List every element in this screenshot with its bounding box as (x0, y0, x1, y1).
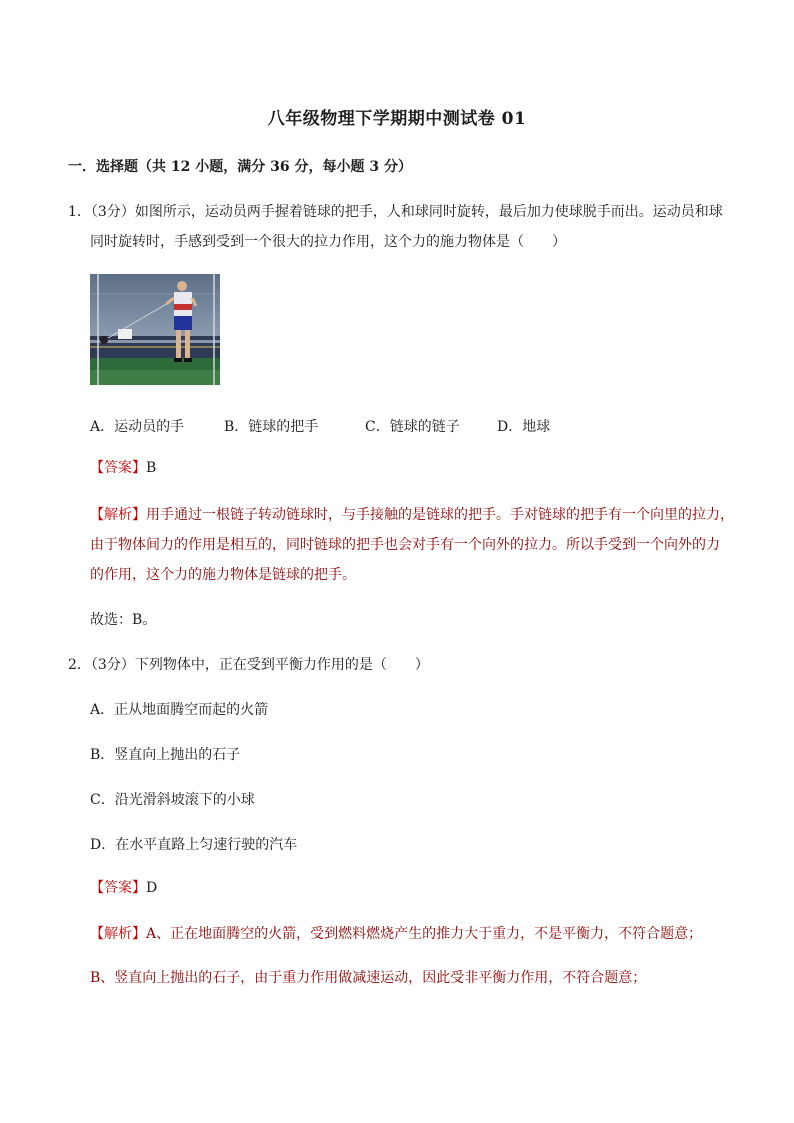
q1-answer (90, 458, 156, 478)
q1-stem-line2: 同时旋转时，手感到受到一个很大的拉力作用，这个力的施力物体是（ ） (90, 234, 566, 250)
q2-answer (90, 878, 157, 898)
page-title: 八年级物理下学期期中测试卷 01 (267, 109, 527, 129)
q1-option-a: A．运动员的手 (90, 419, 185, 435)
q1-option-b: B．链球的把手 (224, 419, 319, 435)
q1-answer-label: 【答案】 (90, 460, 146, 476)
q2-answer-label: 【答案】 (90, 880, 146, 896)
section-heading: 一．选择题（共 12 小题，满分 36 分，每小题 3 分） (68, 159, 412, 175)
q1-analysis-label: 【解析】 (90, 507, 146, 523)
q1-option-c: C．链球的链子 (365, 419, 460, 435)
q2-option-c: C．沿光滑斜坡滚下的小球 (90, 792, 255, 808)
q2-analysis-label: 【解析】 (90, 926, 146, 942)
hammer-throw-photo (90, 274, 220, 385)
q1-conclusion: 故选：B。 (90, 612, 157, 628)
q2-answer-value: D (146, 880, 158, 896)
q2-analysis-line1 (90, 924, 702, 944)
q2-analysis-line2: B、竖直向上抛出的石子，由于重力作用做减速运动，因此受非平衡力作用，不符合题意； (90, 970, 647, 986)
q1-answer-value: B (146, 460, 157, 476)
q2-option-a: A．正从地面腾空而起的火箭 (90, 702, 269, 718)
q1-option-d: D．地球 (497, 419, 551, 435)
q1-analysis-text1: 用手通过一根链子转动链球时，与手接触的是链球的把手。手对链球的把手有一个向里的拉力， (146, 507, 734, 523)
q2-option-d: D．在水平直路上匀速行驶的汽车 (90, 837, 298, 853)
q1-analysis-line2: 由于物体间力的作用是相互的，同时链球的把手也会对手有一个向外的拉力。所以手受到一个向外的力 (90, 537, 720, 553)
q1-analysis-line3: 的作用，这个力的施力物体是链球的把手。 (90, 567, 356, 583)
q2-stem: 2．（3分）下列物体中，正在受到平衡力作用的是（ ） (68, 657, 429, 673)
q1-analysis-line1 (90, 505, 734, 525)
q1-stem-line1: 1．（3分）如图所示，运动员两手握着链球的把手，人和球同时旋转，最后加力使球脱手而出。运动员和球 (68, 204, 723, 220)
q2-option-b: B．竖直向上抛出的石子 (90, 747, 241, 763)
q2-analysis-text1: A、正在地面腾空的火箭，受到燃料燃烧产生的推力大于重力，不是平衡力，不符合题意； (146, 926, 703, 942)
